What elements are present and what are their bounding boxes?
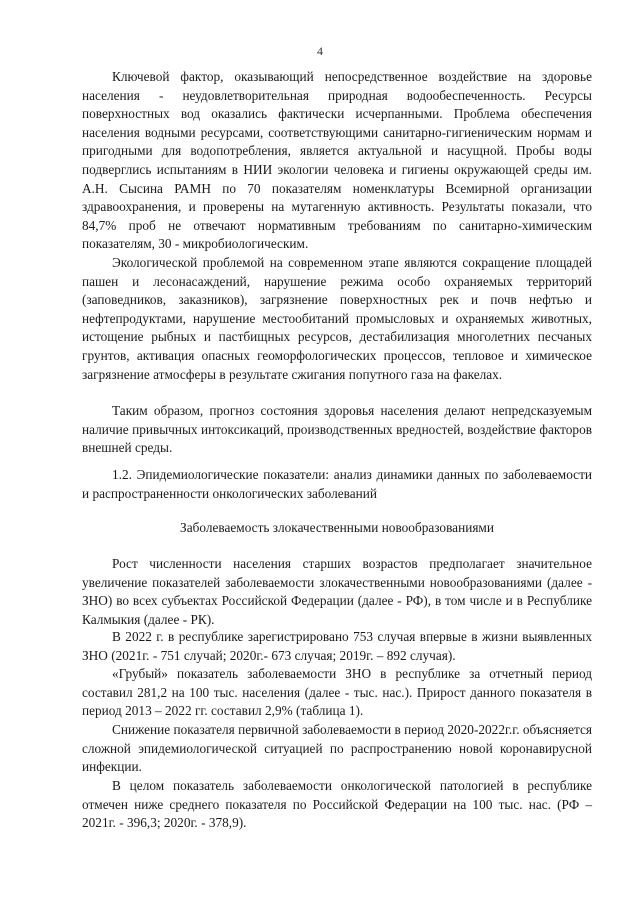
subsection-heading: Заболеваемость злокачественными новообразованиями <box>180 520 494 535</box>
paragraph-overall-indicator: В целом показатель заболеваемости онкологической патологией в республике отмечен ниже среднего показателя по Российской Федерации на 100 тыс. нас. (РФ – 2021г. - 396,3; 2020г. - 378,9). <box>82 778 592 831</box>
paragraph-health-forecast: Таким образом, прогноз состояния здоровья населения делают непредсказуемым наличие привычных интоксикаций, производственных вредностей, воздействие факторов внешней среды. <box>82 403 592 456</box>
page-number: 4 <box>317 44 323 58</box>
paragraph-ecological-problems: Экологической проблемой на современном этапе являются сокращение площадей пашен и лесонасаждений, нарушение режима особо охраняемых территорий (заповедников, заказников), загрязнение поверхностных рек и почв нефтью и нефтепродуктами, нарушение местообитаний промысловых и охраняемых животных, истощение рыбных и пастбищных ресурсов, дестабилизация многолетних песчаных грунтов, активация опасных геоморфологических процессов, тепловое и химическое загрязнение атмосферы в результате сжигания попутного газа на факелах. <box>82 255 592 382</box>
paragraph-registered-cases: В 2022 г. в республике зарегистрировано 753 случая впервые в жизни выявленных ЗНО (2021г. - 751 случай; 2020г.- 673 случая; 2019г. – 892 случая). <box>82 629 592 663</box>
section-heading: 1.2. Эпидемиологические показатели: анализ динамики данных по заболеваемости и распространенности онкологических заболеваний <box>82 467 592 501</box>
paragraph-population-growth: Рост численности населения старших возрастов предполагает значительное увеличение показателей заболеваемости злокачественными новообразованиями (далее - ЗНО) во всех субъектах Российской Федерации (далее - РФ), в том числе и в Республике Калмыкия (далее - РК). <box>82 556 592 627</box>
paragraph-incidence-decline: Снижение показателя первичной заболеваемости в период 2020-2022г.г. объясняется сложной эпидемиологической ситуацией по распространению новой коронавирусной инфекции. <box>82 722 592 775</box>
paragraph-water-supply: Ключевой фактор, оказывающий непосредственное воздействие на здоровье населения - неудовлетворительная природная водообеспеченность. Ресурсы поверхностных вод оказались фактически исчерпанными. Проблема обеспечения населения водными ресурсами, соответствующими санитарно-гигиеническим нормам и пригодными для водопотребления, является актуальной и насущной. Пробы воды подверглись испытаниям в НИИ экологии человека и гигиены окружающей среды им. А.Н. Сысина РАМН по 70 показателям номенклатуры Всемирной организации здравоохранения, и проверены на мутагенную активность. Результаты показали, что 84,7% проб не отвечают нормативным требованиям по санитарно-химическим показателям, 30 - микробиологическим. <box>82 69 592 252</box>
paragraph-crude-rate: «Грубый» показатель заболеваемости ЗНО в республике за отчетный период составил 281,2 на 100 тыс. населения (далее - тыс. нас.). Прирост данного показателя в период 2013 – 2022 гг. составил 2,9% (таблица 1). <box>82 666 592 719</box>
